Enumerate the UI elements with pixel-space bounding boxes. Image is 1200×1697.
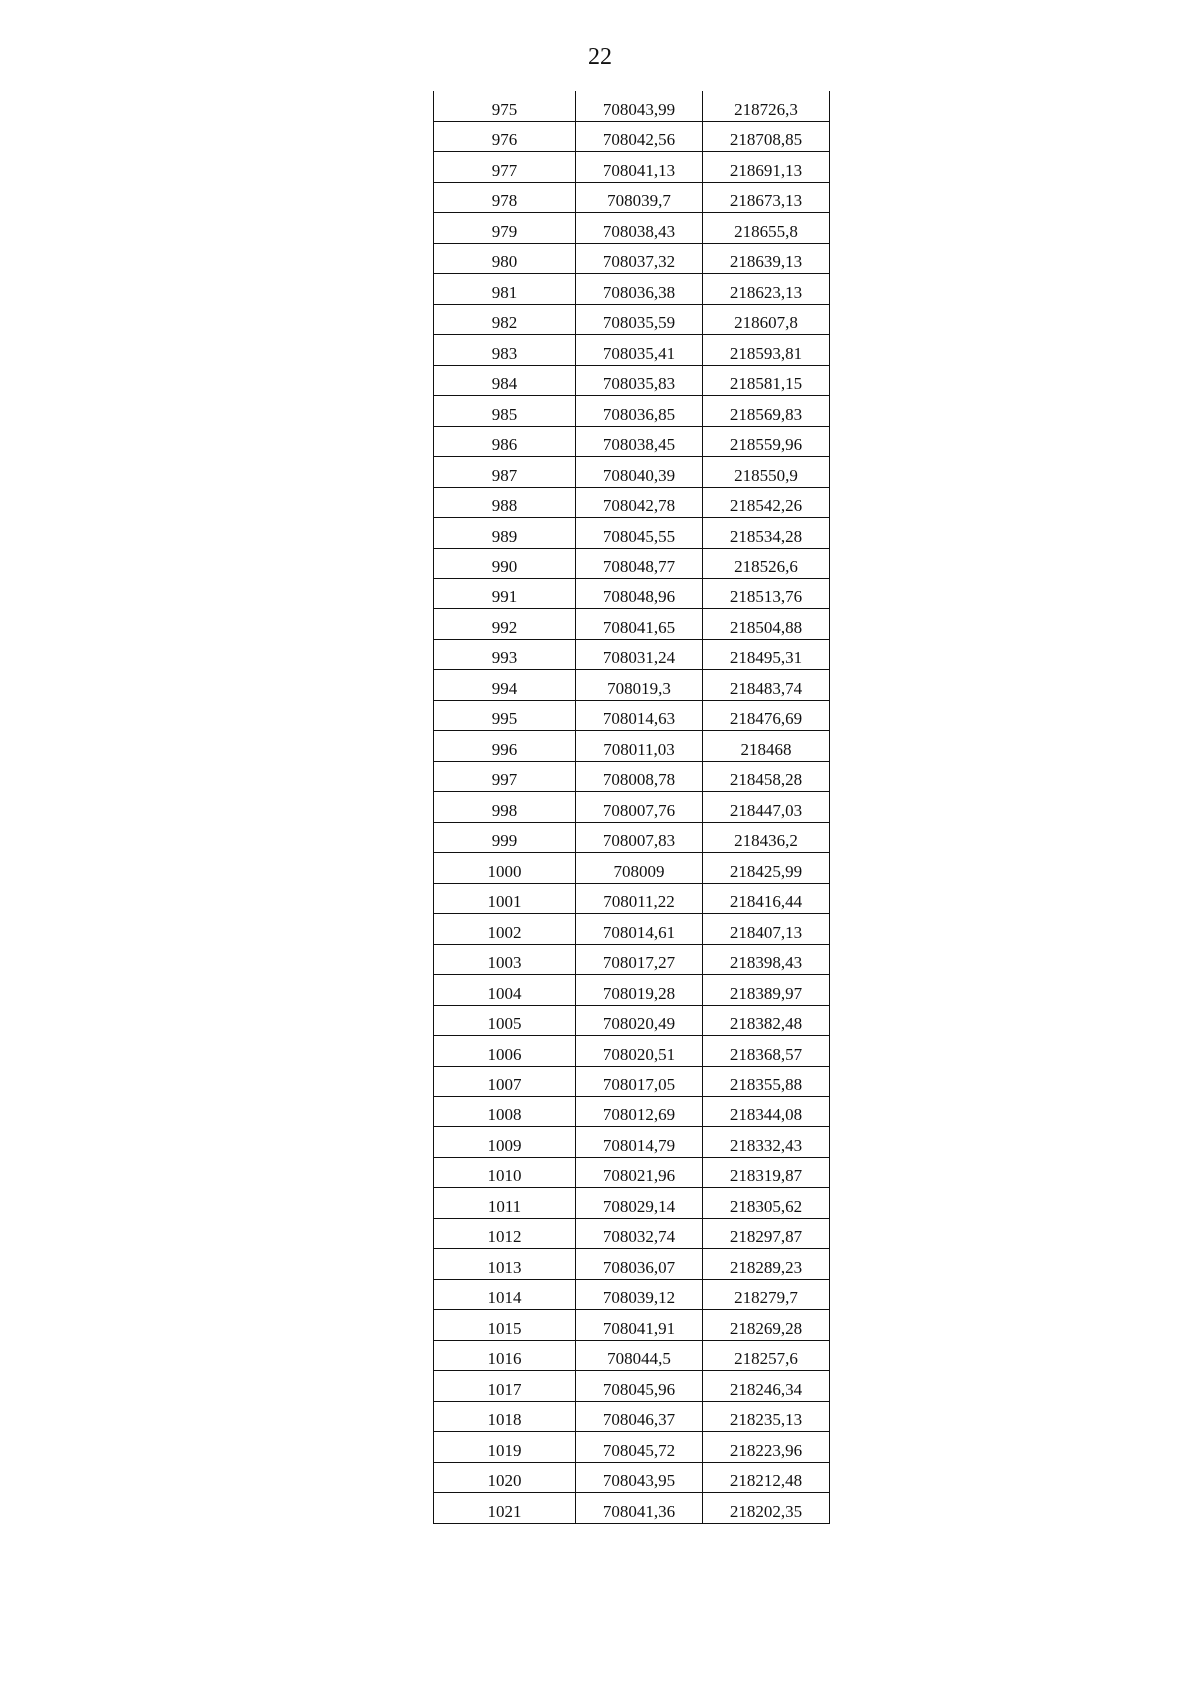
point-number-cell: 997 [434, 761, 576, 791]
x-coordinate-cell: 708038,45 [576, 426, 703, 456]
table-row [434, 213, 830, 243]
point-number-cell: 1010 [434, 1157, 576, 1187]
table-row [434, 761, 830, 791]
point-number-cell: 991 [434, 579, 576, 609]
point-number-cell: 993 [434, 639, 576, 669]
x-coordinate-cell: 708039,7 [576, 182, 703, 212]
table-row [434, 822, 830, 852]
table-row [434, 1005, 830, 1035]
x-coordinate-cell: 708045,55 [576, 518, 703, 548]
point-number-cell: 996 [434, 731, 576, 761]
table-row [434, 365, 830, 395]
x-coordinate-cell: 708043,99 [576, 91, 703, 121]
point-number-cell: 1014 [434, 1279, 576, 1309]
x-coordinate-cell: 708036,38 [576, 274, 703, 304]
y-coordinate-cell: 218257,6 [703, 1340, 830, 1370]
point-number-cell: 979 [434, 213, 576, 243]
x-coordinate-cell: 708043,95 [576, 1462, 703, 1492]
y-coordinate-cell: 218436,2 [703, 822, 830, 852]
point-number-cell: 1016 [434, 1340, 576, 1370]
point-number-cell: 975 [434, 91, 576, 121]
y-coordinate-cell: 218483,74 [703, 670, 830, 700]
x-coordinate-cell: 708045,72 [576, 1432, 703, 1462]
point-number-cell: 1015 [434, 1310, 576, 1340]
coordinates-table [433, 91, 830, 1524]
point-number-cell: 988 [434, 487, 576, 517]
y-coordinate-cell: 218526,6 [703, 548, 830, 578]
x-coordinate-cell: 708036,85 [576, 396, 703, 426]
point-number-cell: 1000 [434, 853, 576, 883]
y-coordinate-cell: 218305,62 [703, 1188, 830, 1218]
x-coordinate-cell: 708041,91 [576, 1310, 703, 1340]
x-coordinate-cell: 708011,03 [576, 731, 703, 761]
x-coordinate-cell: 708014,61 [576, 914, 703, 944]
y-coordinate-cell: 218726,3 [703, 91, 830, 121]
x-coordinate-cell: 708029,14 [576, 1188, 703, 1218]
point-number-cell: 1007 [434, 1066, 576, 1096]
point-number-cell: 987 [434, 457, 576, 487]
y-coordinate-cell: 218382,48 [703, 1005, 830, 1035]
y-coordinate-cell: 218708,85 [703, 121, 830, 151]
point-number-cell: 992 [434, 609, 576, 639]
table-row [434, 1371, 830, 1401]
y-coordinate-cell: 218447,03 [703, 792, 830, 822]
table-row [434, 457, 830, 487]
point-number-cell: 982 [434, 304, 576, 334]
point-number-cell: 983 [434, 335, 576, 365]
table-row [434, 1432, 830, 1462]
x-coordinate-cell: 708045,96 [576, 1371, 703, 1401]
y-coordinate-cell: 218332,43 [703, 1127, 830, 1157]
y-coordinate-cell: 218559,96 [703, 426, 830, 456]
x-coordinate-cell: 708046,37 [576, 1401, 703, 1431]
table-row [434, 121, 830, 151]
y-coordinate-cell: 218581,15 [703, 365, 830, 395]
table-row [434, 1340, 830, 1370]
table-row [434, 1310, 830, 1340]
point-number-cell: 1012 [434, 1218, 576, 1248]
table-row [434, 853, 830, 883]
x-coordinate-cell: 708035,59 [576, 304, 703, 334]
x-coordinate-cell: 708019,28 [576, 975, 703, 1005]
y-coordinate-cell: 218458,28 [703, 761, 830, 791]
y-coordinate-cell: 218269,28 [703, 1310, 830, 1340]
point-number-cell: 990 [434, 548, 576, 578]
x-coordinate-cell: 708017,05 [576, 1066, 703, 1096]
y-coordinate-cell: 218416,44 [703, 883, 830, 913]
point-number-cell: 1011 [434, 1188, 576, 1218]
table-row [434, 152, 830, 182]
x-coordinate-cell: 708048,96 [576, 579, 703, 609]
table-row [434, 731, 830, 761]
y-coordinate-cell: 218223,96 [703, 1432, 830, 1462]
y-coordinate-cell: 218550,9 [703, 457, 830, 487]
point-number-cell: 1017 [434, 1371, 576, 1401]
x-coordinate-cell: 708007,83 [576, 822, 703, 852]
table-row [434, 1218, 830, 1248]
y-coordinate-cell: 218639,13 [703, 243, 830, 273]
table-row [434, 487, 830, 517]
y-coordinate-cell: 218355,88 [703, 1066, 830, 1096]
point-number-cell: 978 [434, 182, 576, 212]
table-row [434, 700, 830, 730]
table-row [434, 1096, 830, 1126]
point-number-cell: 977 [434, 152, 576, 182]
point-number-cell: 994 [434, 670, 576, 700]
x-coordinate-cell: 708035,41 [576, 335, 703, 365]
point-number-cell: 1005 [434, 1005, 576, 1035]
y-coordinate-cell: 218202,35 [703, 1493, 830, 1523]
table-row [434, 243, 830, 273]
table-row [434, 1401, 830, 1431]
table-row [434, 1157, 830, 1187]
x-coordinate-cell: 708036,07 [576, 1249, 703, 1279]
y-coordinate-cell: 218319,87 [703, 1157, 830, 1187]
y-coordinate-cell: 218593,81 [703, 335, 830, 365]
y-coordinate-cell: 218212,48 [703, 1462, 830, 1492]
x-coordinate-cell: 708020,51 [576, 1036, 703, 1066]
table-row [434, 182, 830, 212]
x-coordinate-cell: 708035,83 [576, 365, 703, 395]
point-number-cell: 1018 [434, 1401, 576, 1431]
point-number-cell: 1020 [434, 1462, 576, 1492]
y-coordinate-cell: 218513,76 [703, 579, 830, 609]
y-coordinate-cell: 218235,13 [703, 1401, 830, 1431]
table-row [434, 1462, 830, 1492]
coordinates-table-body [434, 91, 830, 1523]
y-coordinate-cell: 218623,13 [703, 274, 830, 304]
page-number: 22 [588, 44, 612, 70]
x-coordinate-cell: 708014,63 [576, 700, 703, 730]
x-coordinate-cell: 708041,65 [576, 609, 703, 639]
point-number-cell: 980 [434, 243, 576, 273]
y-coordinate-cell: 218569,83 [703, 396, 830, 426]
x-coordinate-cell: 708019,3 [576, 670, 703, 700]
table-row [434, 914, 830, 944]
y-coordinate-cell: 218534,28 [703, 518, 830, 548]
table-row [434, 548, 830, 578]
y-coordinate-cell: 218655,8 [703, 213, 830, 243]
x-coordinate-cell: 708039,12 [576, 1279, 703, 1309]
x-coordinate-cell: 708042,78 [576, 487, 703, 517]
x-coordinate-cell: 708007,76 [576, 792, 703, 822]
y-coordinate-cell: 218407,13 [703, 914, 830, 944]
y-coordinate-cell: 218504,88 [703, 609, 830, 639]
y-coordinate-cell: 218691,13 [703, 152, 830, 182]
point-number-cell: 1019 [434, 1432, 576, 1462]
x-coordinate-cell: 708014,79 [576, 1127, 703, 1157]
x-coordinate-cell: 708041,36 [576, 1493, 703, 1523]
table-row [434, 792, 830, 822]
point-number-cell: 1008 [434, 1096, 576, 1126]
x-coordinate-cell: 708048,77 [576, 548, 703, 578]
table-row [434, 396, 830, 426]
point-number-cell: 1002 [434, 914, 576, 944]
table-row [434, 1188, 830, 1218]
y-coordinate-cell: 218368,57 [703, 1036, 830, 1066]
y-coordinate-cell: 218607,8 [703, 304, 830, 334]
x-coordinate-cell: 708037,32 [576, 243, 703, 273]
table-row [434, 304, 830, 334]
x-coordinate-cell: 708020,49 [576, 1005, 703, 1035]
point-number-cell: 1013 [434, 1249, 576, 1279]
table-row [434, 1066, 830, 1096]
table-row [434, 670, 830, 700]
x-coordinate-cell: 708017,27 [576, 944, 703, 974]
x-coordinate-cell: 708021,96 [576, 1157, 703, 1187]
point-number-cell: 1004 [434, 975, 576, 1005]
x-coordinate-cell: 708009 [576, 853, 703, 883]
table-row [434, 1249, 830, 1279]
y-coordinate-cell: 218344,08 [703, 1096, 830, 1126]
x-coordinate-cell: 708008,78 [576, 761, 703, 791]
x-coordinate-cell: 708012,69 [576, 1096, 703, 1126]
table-row [434, 975, 830, 1005]
table-row [434, 274, 830, 304]
table-row [434, 639, 830, 669]
table-row [434, 518, 830, 548]
point-number-cell: 999 [434, 822, 576, 852]
table-row [434, 944, 830, 974]
y-coordinate-cell: 218495,31 [703, 639, 830, 669]
x-coordinate-cell: 708032,74 [576, 1218, 703, 1248]
y-coordinate-cell: 218279,7 [703, 1279, 830, 1309]
table-row [434, 1493, 830, 1523]
x-coordinate-cell: 708044,5 [576, 1340, 703, 1370]
point-number-cell: 1006 [434, 1036, 576, 1066]
table-row [434, 883, 830, 913]
point-number-cell: 981 [434, 274, 576, 304]
x-coordinate-cell: 708041,13 [576, 152, 703, 182]
table-row [434, 335, 830, 365]
point-number-cell: 984 [434, 365, 576, 395]
table-row [434, 1036, 830, 1066]
x-coordinate-cell: 708038,43 [576, 213, 703, 243]
y-coordinate-cell: 218297,87 [703, 1218, 830, 1248]
y-coordinate-cell: 218476,69 [703, 700, 830, 730]
point-number-cell: 976 [434, 121, 576, 151]
table-row [434, 91, 830, 121]
point-number-cell: 1009 [434, 1127, 576, 1157]
y-coordinate-cell: 218468 [703, 731, 830, 761]
y-coordinate-cell: 218389,97 [703, 975, 830, 1005]
table-row [434, 609, 830, 639]
table-row [434, 1279, 830, 1309]
point-number-cell: 1021 [434, 1493, 576, 1523]
y-coordinate-cell: 218398,43 [703, 944, 830, 974]
point-number-cell: 986 [434, 426, 576, 456]
x-coordinate-cell: 708031,24 [576, 639, 703, 669]
point-number-cell: 1003 [434, 944, 576, 974]
point-number-cell: 989 [434, 518, 576, 548]
y-coordinate-cell: 218542,26 [703, 487, 830, 517]
point-number-cell: 995 [434, 700, 576, 730]
x-coordinate-cell: 708040,39 [576, 457, 703, 487]
y-coordinate-cell: 218246,34 [703, 1371, 830, 1401]
y-coordinate-cell: 218425,99 [703, 853, 830, 883]
y-coordinate-cell: 218289,23 [703, 1249, 830, 1279]
point-number-cell: 985 [434, 396, 576, 426]
table-row [434, 579, 830, 609]
point-number-cell: 1001 [434, 883, 576, 913]
table-row [434, 1127, 830, 1157]
table-row [434, 426, 830, 456]
x-coordinate-cell: 708042,56 [576, 121, 703, 151]
y-coordinate-cell: 218673,13 [703, 182, 830, 212]
point-number-cell: 998 [434, 792, 576, 822]
x-coordinate-cell: 708011,22 [576, 883, 703, 913]
